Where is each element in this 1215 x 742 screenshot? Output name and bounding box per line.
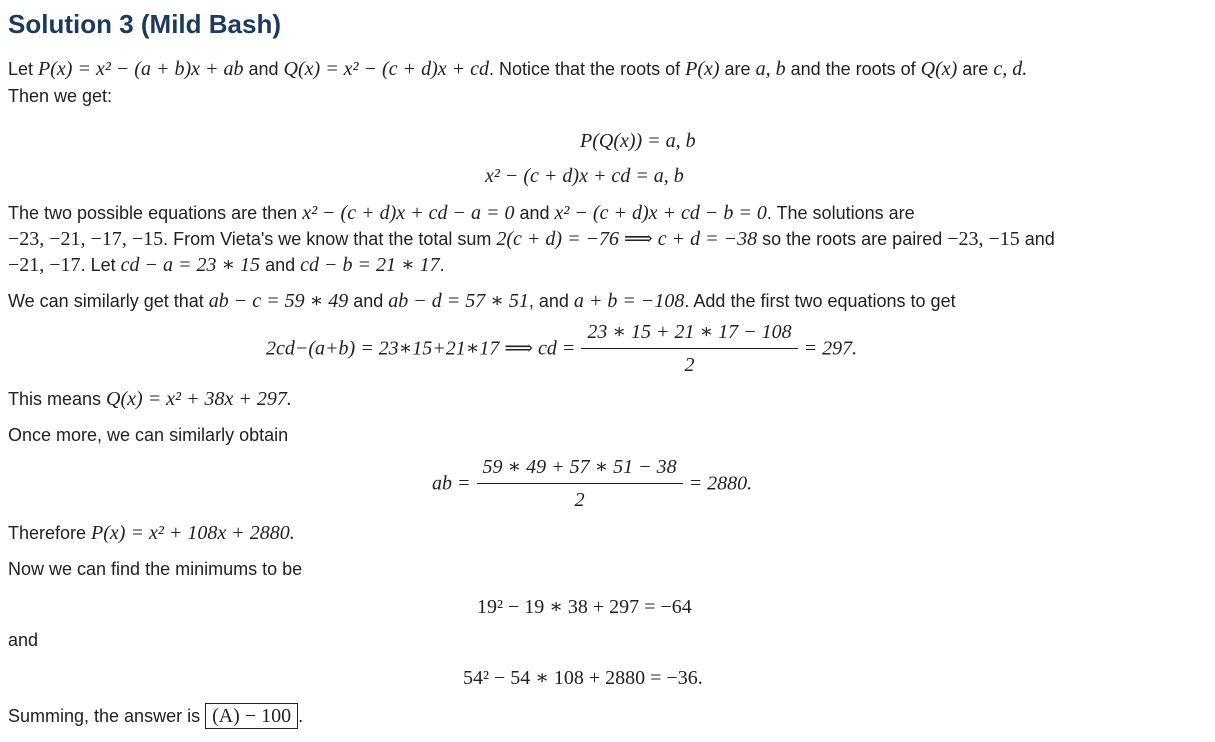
paragraph-equations-line3: [8, 252, 445, 278]
math-right: = 2880.: [688, 472, 753, 495]
text: The two possible equations are then: [8, 203, 303, 223]
math-pair2: −21, −17: [8, 254, 81, 276]
paragraph-equations-line1: [8, 200, 915, 226]
math-ab-d: ab − d = 57 ∗ 51: [388, 290, 529, 312]
paragraph-equations-line2: [8, 226, 1055, 252]
math-solutions: −23, −21, −17, −15: [8, 228, 164, 250]
paragraph-and: and: [8, 630, 39, 650]
math-vieta: 2(c + d) = −76 ⟹ c + d = −38: [496, 228, 758, 250]
math-left: 2cd−(a+b) = 23∗15+21∗17 ⟹ cd =: [266, 337, 576, 360]
text: .: [439, 255, 445, 275]
text: and: [260, 255, 301, 275]
display-min-1: 19² − 19 ∗ 38 + 297 = −64: [477, 596, 692, 618]
paragraph-p-result: [8, 520, 295, 546]
math-cd-a: cd − a = 23 ∗ 15: [120, 254, 261, 276]
math-p-def: P(x) = x² − (a + b)x + ab: [38, 58, 244, 80]
fraction-denominator: 2: [574, 489, 585, 511]
text: . The solutions are: [766, 203, 915, 223]
text: are: [719, 59, 756, 79]
math-pair1: −23, −15: [947, 228, 1020, 250]
math-right: = 297.: [803, 337, 858, 360]
text: and: [348, 291, 389, 311]
text: . From Vieta's we know that the total sum: [163, 229, 497, 249]
text: and: [243, 59, 284, 79]
display-ab-formula: [432, 455, 752, 512]
text: We can similarly get that: [8, 291, 209, 311]
text: Therefore: [8, 523, 92, 543]
paragraph-intro-line1: [8, 56, 1027, 82]
fraction-denominator: 2: [684, 354, 695, 376]
text: and: [1019, 229, 1055, 249]
math-q-def: Q(x) = x² − (c + d)x + cd: [283, 58, 489, 80]
paragraph-q-result: [8, 386, 292, 412]
text: . Let: [80, 255, 121, 275]
math-left: ab =: [432, 472, 471, 495]
text: , and: [528, 291, 574, 311]
paragraph-intro-line2: Then we get:: [8, 86, 113, 106]
math-q-result: Q(x) = x² + 38x + 297.: [106, 388, 292, 410]
paragraph-minimums: Now we can find the minimums to be: [8, 559, 303, 579]
paragraph-once-more: Once more, we can similarly obtain: [8, 425, 289, 445]
text: .: [298, 706, 304, 726]
text: This means: [8, 389, 107, 409]
math-ab: a, b: [755, 58, 786, 80]
math-a-plus-b: a + b = −108: [573, 290, 685, 312]
text: . Add the first two equations to get: [684, 291, 956, 311]
display-eq-1: P(Q(x)) = a, b: [580, 130, 696, 152]
paragraph-similarly: [8, 288, 956, 314]
display-cd-formula: [266, 320, 857, 377]
paragraph-answer: [8, 703, 303, 729]
math-q: Q(x): [920, 58, 958, 80]
fraction: [581, 320, 797, 377]
text: Summing, the answer is: [8, 706, 206, 726]
boxed-answer: (A) − 100: [205, 703, 298, 729]
text: Let: [8, 59, 39, 79]
text: . Notice that the roots of: [489, 59, 686, 79]
math-eq-b: x² − (c + d)x + cd − b = 0: [554, 202, 767, 224]
math-cd: c, d.: [993, 58, 1028, 80]
math-ab-c: ab − c = 59 ∗ 49: [208, 290, 349, 312]
fraction: [477, 455, 683, 512]
math-p-result: P(x) = x² + 108x + 2880.: [91, 522, 295, 544]
section-title: Solution 3 (Mild Bash): [8, 9, 281, 39]
text: and: [514, 203, 555, 223]
fraction-numerator: 59 ∗ 49 + 57 ∗ 51 − 38: [477, 455, 683, 484]
math-eq-a: x² − (c + d)x + cd − a = 0: [302, 202, 515, 224]
display-eq-2: x² − (c + d)x + cd = a, b: [485, 165, 684, 187]
math-p: P(x): [685, 58, 720, 80]
display-min-2: 54² − 54 ∗ 108 + 2880 = −36.: [463, 667, 703, 689]
fraction-numerator: 23 ∗ 15 + 21 ∗ 17 − 108: [581, 320, 797, 349]
text: and the roots of: [785, 59, 921, 79]
text: are: [957, 59, 994, 79]
text: so the roots are paired: [757, 229, 948, 249]
math-cd-b: cd − b = 21 ∗ 17: [300, 254, 440, 276]
